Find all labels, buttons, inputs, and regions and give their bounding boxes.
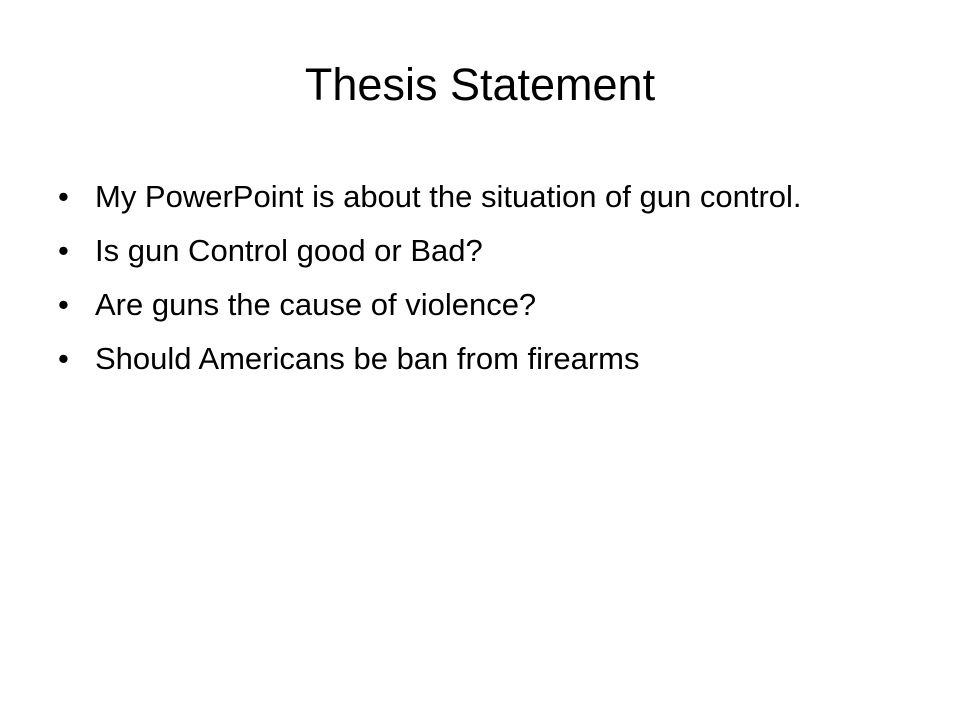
bullet-text: Should Americans be ban from firearms (95, 341, 640, 377)
bullet-item (58, 338, 908, 380)
bullet-item (58, 284, 908, 326)
bullet-dot-icon: • (58, 233, 69, 269)
bullet-item (58, 230, 908, 272)
bullet-text: My PowerPoint is about the situation of gun control. (95, 179, 802, 214)
bullet-text: Are guns the cause of violence? (95, 287, 537, 323)
bullet-dot-icon: • (58, 287, 69, 323)
bullet-dot-icon: • (58, 341, 69, 377)
bullet-item (58, 176, 908, 218)
bullet-dot-icon: • (58, 179, 69, 214)
slide-title: Thesis Statement (304, 59, 656, 110)
bullet-text: Is gun Control good or Bad? (95, 233, 483, 269)
bullet-list (58, 176, 908, 393)
